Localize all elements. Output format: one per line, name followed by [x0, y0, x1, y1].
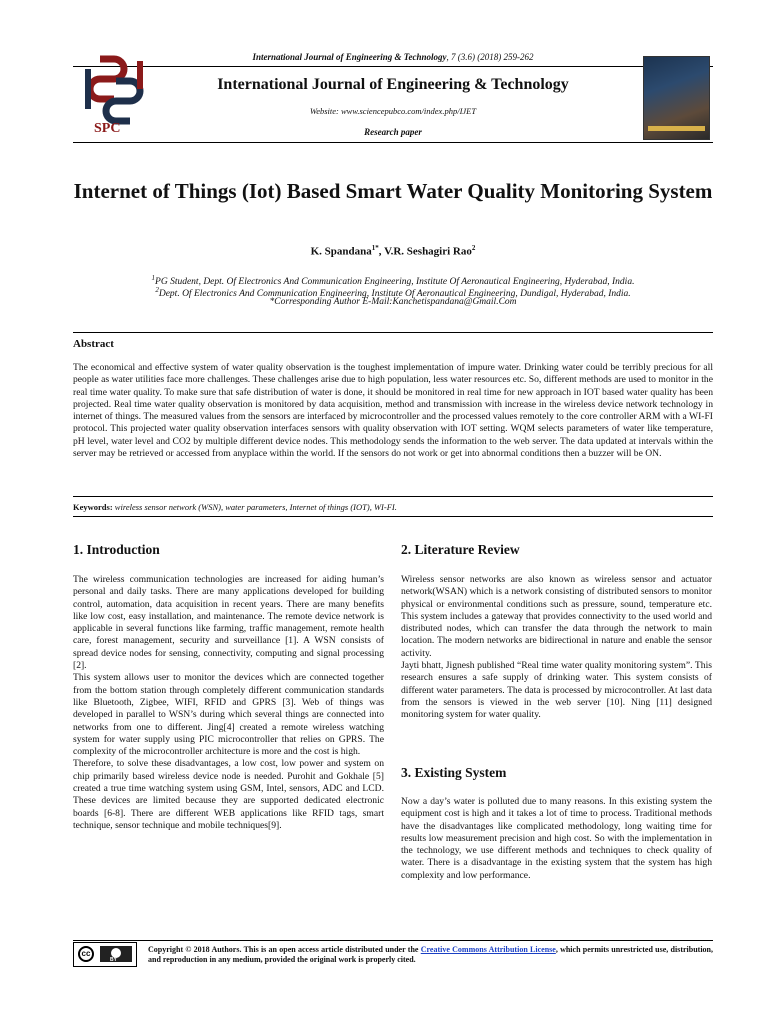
introduction-paragraph-2: This system allows user to monitor the devices which are connected together from the bottom station through completely different communication standards like Bluetooth, Zigbee, WIFI, RFID and GPRS [3]. Web of things was developed in parallel to WSN’s during which several things are connected into networks from one to different. Jing[4] created a remote wireless watching system for water supply using PIC microcontroller that relies on GPRS. The complexity of the microcontroller architecture is more and the cost is high. — [73, 672, 384, 758]
paper-type: Research paper — [364, 127, 422, 137]
header-rule-top — [73, 66, 713, 67]
license-link[interactable]: Creative Commons Attribution License — [420, 945, 556, 954]
literature-review-body — [401, 574, 712, 722]
affiliation-2-sup: 2 — [155, 286, 159, 294]
paper-title: Internet of Things (Iot) Based Smart Water Quality Monitoring System — [73, 179, 713, 203]
corresponding-author-text: *Corresponding Author E-Mail:Kanchetispandana@Gmail.Com — [269, 297, 517, 307]
cover-title-strip — [648, 126, 705, 131]
section-heading-literature-review: 2. Literature Review — [401, 542, 520, 557]
introduction-paragraph-3: Therefore, to solve these disadvantages, a low cost, low power and system on chip primarily based wireless device node is needed. Purohit and Gokhale [5] created a true time watching system using GSM, Intel, sensors, ADC and LCD. These devices are limited because they are supported dedicated electronic boards [6-8]. There are different WEB applications like RFID tags, smart technique, sensor technique and mobile techniques[9]. — [73, 758, 384, 831]
literature-review-paragraph-1: Wireless sensor networks are also known as wireless sensor and actuator network(WSAN) which is a network consisting of distributed sensors to monitor physical or environmental conditions such as pressure, sound, temperature etc. This system includes a gateway that provides connectivity to the used world and distributed nodes, which can transfer the data through the network to main location. The modern networks are bidirectional in nature and enable the sensor activity. — [401, 574, 712, 659]
literature-review-paragraph-2: Jayti bhatt, Jignesh published “Real time water quality monitoring system”. This research ensures a safe supply of drinking water. This system consists of different water parameters. The data is processed by microcontroller. At last data from the sensors is viewed in the web server [10]. Ning [11] designed monitoring system for water quality. — [401, 660, 712, 721]
abstract-text: The economical and effective system of water quality observation is the toughest implementation of impure water. Drinking water could be terribly precious for all people as water utilities face more challenges. These challenges arise due to high population, less water resources etc. So, different methods are used to monitor in the real time water quality. To make sure that safe distribution of water is done, it should be monitored in real time for new approach in IOT based water quality has been projected. Real time water quality observation is monitored by data acquisition, method and transmission with increase in the wireless device network technology in internet of things. The measured values from the sensors are interfaced by microcontroller and the processed values remotely to the core controller ARM with a WI-FI protocol. This projected water quality observation interfaces sensors with quality observation with IOT setting. WQM selects parameters of water like temperature, pH level, water level and CO2 by multiple different device nodes. This methodology sends the information to the web server. The data updated at intervals within the server may be retrieved or accessed from anyplace within the world. If the sensors do not work or get into abnormal conditions then a buzzer will be ON. — [73, 362, 713, 460]
copyright-text-before: Copyright © 2018 Authors. This is an open access article distributed under the — [148, 945, 421, 954]
header-rule-bottom — [73, 142, 713, 143]
journal-title: International Journal of Engineering & Technology — [217, 76, 569, 93]
author-2: , V.R. Seshagiri Rao — [378, 245, 472, 258]
author-1-sup: 1* — [371, 244, 379, 252]
author-1: K. Spandana — [310, 245, 372, 258]
creative-commons-badge — [73, 942, 137, 967]
cc-by-label: BY — [110, 957, 117, 963]
affiliation-1-sup: 1 — [151, 274, 156, 282]
introduction-paragraph-1: The wireless communication technologies are increased for aiding human’s personal and daily tasks. There are many applications developed for building control, automation, data acquisition in recent years. There are many benefits like low cost, easy installation, and maintenance. The remote device network is applicable in several functions like farming, traffic management, remote health care, forest management, security and surveillance [1]. A WSN consists of spread device nodes for sensing, connectivity, computing and signal processing [2]. — [73, 574, 384, 672]
copyright-notice — [148, 945, 713, 965]
abstract-heading: Abstract — [73, 338, 114, 350]
keywords — [73, 502, 713, 512]
section-heading-introduction: 1. Introduction — [73, 542, 160, 557]
author-2-sup: 2 — [471, 244, 476, 252]
footer-rule — [73, 940, 713, 941]
existing-system-paragraph-1: Now a day’s water is polluted due to many reasons. In this existing system the equipment cost is high and it takes a lot of time to process. Traditional methods have the disadvantages like complicated methodology, long waiting time for results low measurement precision and high cost. So with the implementation in the technology, we use different methods and techniques to check quality of water. There is a disadvantage in the existing system that the system has high complexity and low performance. — [401, 796, 712, 881]
keywords-text: wireless sensor network (WSN), water parameters, Internet of things (IOT), WI-FI. — [112, 502, 397, 512]
abstract-rule-top — [73, 332, 713, 333]
journal-citation — [73, 52, 713, 62]
copyright-text-after: , which permits unrestricted use, distribution, and reproduction in any medium, provided the original work is properly cited. — [148, 945, 713, 964]
section-heading-existing-system: 3. Existing System — [401, 765, 507, 780]
keywords-rule-top — [73, 496, 713, 497]
author-line — [73, 244, 713, 258]
creative-commons-icon: cc — [78, 946, 94, 962]
attribution-icon — [100, 946, 132, 962]
keywords-label: Keywords: — [73, 502, 113, 512]
journal-cover-image — [643, 56, 710, 140]
keywords-rule-bottom — [73, 516, 713, 517]
spc-logo-text: SPC — [94, 121, 121, 136]
journal-website: Website: www.sciencepubco.com/index.php/IJET — [309, 106, 477, 116]
citation-journal: International Journal of Engineering & Technology — [252, 52, 447, 62]
existing-system-body — [401, 796, 712, 882]
affiliation-2-text: Dept. Of Electronics And Communication Engineering, Institute Of Aeronautical Engineering, Dundigal, Hyderabad, India. — [158, 289, 631, 300]
affiliation-1-text: PG Student, Dept. Of Electronics And Communication Engineering, Institute Of Aeronautical Engineering, Hyderabad, India. — [155, 277, 635, 288]
corresponding-author — [73, 296, 713, 308]
introduction-body — [73, 574, 384, 832]
citation-details: , 7 (3.6) (2018) 259-262 — [446, 52, 534, 62]
